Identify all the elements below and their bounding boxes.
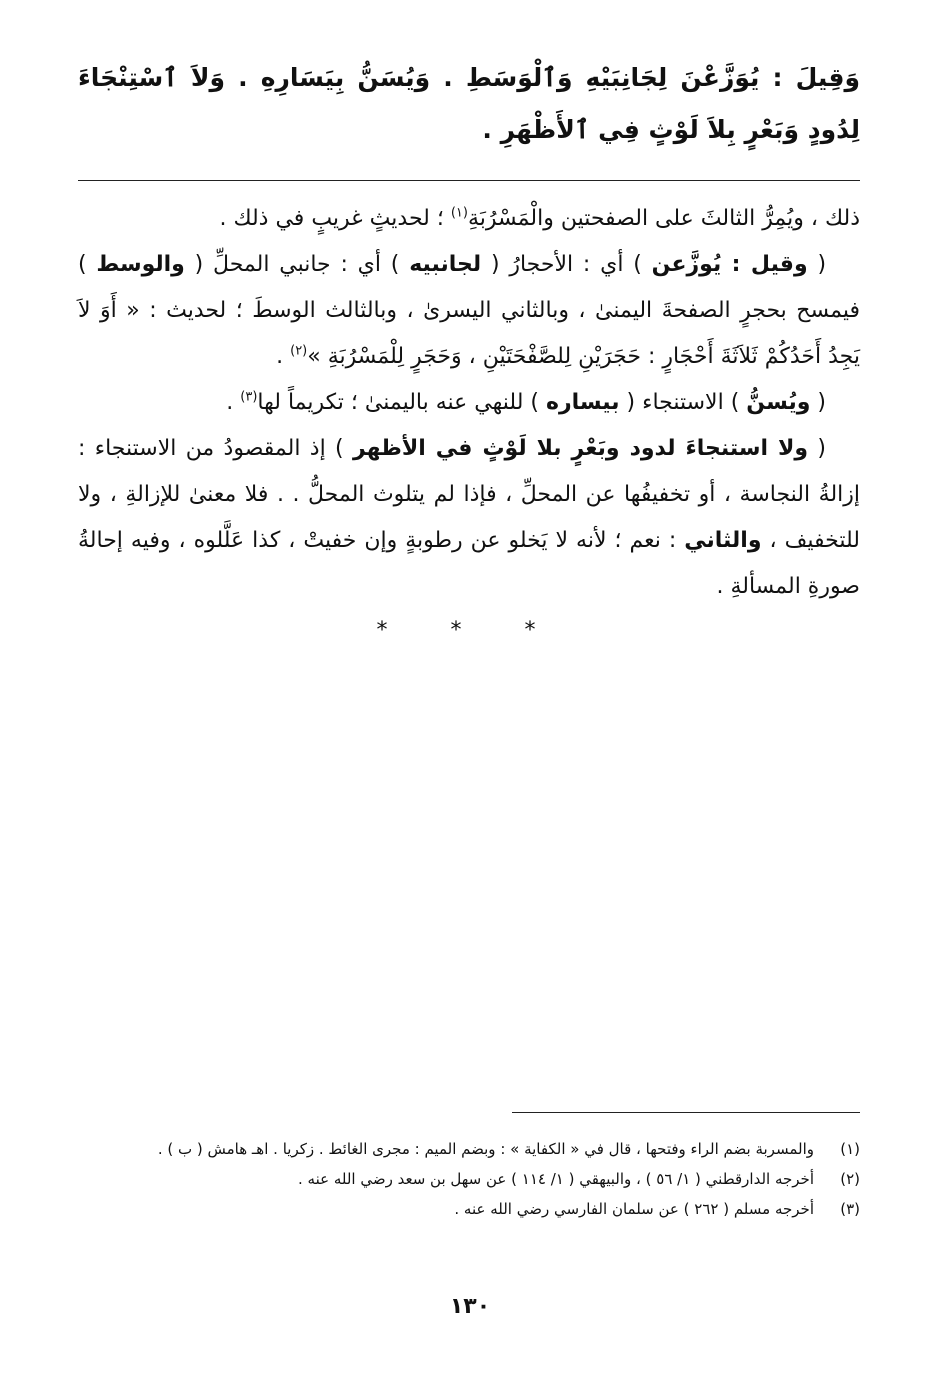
- page-number: ١٣٠: [449, 1294, 491, 1319]
- footnote-number: (٢): [840, 1170, 860, 1188]
- footnote-ref: (١): [450, 205, 468, 221]
- matn-quote: والوسط: [96, 252, 185, 277]
- sharh-text: ) إذ المقصودُ من الاستنجاء : إزالةُ النجاسة ، أو تخفيفُها عن المحلِّ ، فإذا لم يتلوث المحلُّ . . فلا معنىٰ للإزالةِ ، ولا للتخفيف ،: [78, 436, 860, 553]
- footnote-text: والمسربة بضم الراء وفتحها ، قال في « الكفاية » : وبضم الميم : مجرى الغائط . زكريا . اهـ هامش ( ب ) .: [157, 1140, 814, 1158]
- footnote-item: [78, 1194, 860, 1224]
- matn-text: وَقِيلَ : يُوَزَّعْنَ لِجَانِبَيْهِ وَٱلْوَسَطِ . وَيُسَنُّ بِيَسَارِهِ . وَلاَ ٱسْتِنْجَاءَ لِدُودٍ وَبَعْرٍ بِلاَ لَوْثٍ فِي ٱلأَظْهَرِ .: [78, 63, 860, 144]
- sharh-text: ) الاستنجاء (: [619, 390, 747, 415]
- footnote-item: [78, 1134, 860, 1164]
- sharh-text: ) أي : الأحجارُ (: [481, 252, 652, 277]
- footnote-ref: (٣): [240, 389, 258, 405]
- matn-quote: لجانبيه: [409, 252, 482, 277]
- sharh-text: ذلك ، ويُمِرُّ الثالثَ على الصفحتين والْمَسْرُبَةِ: [467, 206, 860, 231]
- sharh-text: : نعم ؛ لأنه لا يَخلو عن رطوبةٍ وإن خفيتْ ، كذا عَلَّلوه ، وفيه إحالةُ صورةِ المسألةِ .: [78, 528, 860, 599]
- sharh-paragraph-4: [78, 426, 860, 610]
- matn-divider: [78, 180, 860, 181]
- footnote-divider: [512, 1112, 860, 1113]
- sharh-text: (: [808, 436, 826, 461]
- sharh-text: ) أي : جانبي المحلِّ (: [184, 252, 410, 277]
- sharh-text: ) للنهي عنه باليمنىٰ ؛ تكريماً لها: [257, 390, 546, 415]
- footnote-number: (١): [840, 1140, 860, 1158]
- matn-quote: بيساره: [545, 390, 620, 415]
- sharh-text: .: [226, 390, 241, 415]
- sharh-text: ؛ لحديثٍ غريبٍ في ذلك .: [219, 206, 451, 231]
- footnote-text: أخرجه مسلم ( ٢٦٢ ) عن سلمان الفارسي رضي الله عنه .: [454, 1200, 814, 1218]
- sharh-text: (: [807, 252, 827, 277]
- sharh-paragraph-1: [78, 196, 860, 242]
- matn-quote: والثاني: [684, 528, 762, 553]
- matn-quote: ويُسنُّ: [746, 390, 811, 415]
- footnote-text: أخرجه الدارقطني ( ١/ ٥٦ ) ، والبيهقي ( ١/ ١١٤ ) عن سهل بن سعد رضي الله عنه .: [298, 1170, 814, 1188]
- footnote-item: [78, 1164, 860, 1194]
- sharh-text: .: [276, 344, 291, 369]
- footnote-number: (٣): [840, 1200, 860, 1218]
- section-separator: * * *: [376, 618, 564, 643]
- matn-quote: وقيل : يُوزَّعن: [651, 252, 808, 277]
- sharh-text: ) فيمسح بحجرٍ الصفحةَ اليمنىٰ ، وبالثاني اليسرىٰ ، وبالثالث الوسطَ ؛ لحديث : « أَوَ لاَ يَجِدُ أَحَدُكُمْ ثَلاَثَةَ أَحْجَارٍ : حَجَرَيْنِ لِلصَّفْحَتَيْنِ ، وَحَجَرٍ لِلْمَسْرُبَةِ »: [78, 252, 860, 369]
- footnotes: [78, 1134, 860, 1224]
- sharh-text: (: [810, 390, 826, 415]
- sharh-paragraph-2: [78, 242, 860, 380]
- matn-quote: ولا استنجاءَ لدود وبَعْرٍ بلا لَوْثٍ في الأظهر: [352, 436, 809, 461]
- sharh-commentary: [78, 196, 860, 610]
- footnote-ref: (٢): [290, 343, 308, 359]
- sharh-paragraph-3: [78, 380, 860, 426]
